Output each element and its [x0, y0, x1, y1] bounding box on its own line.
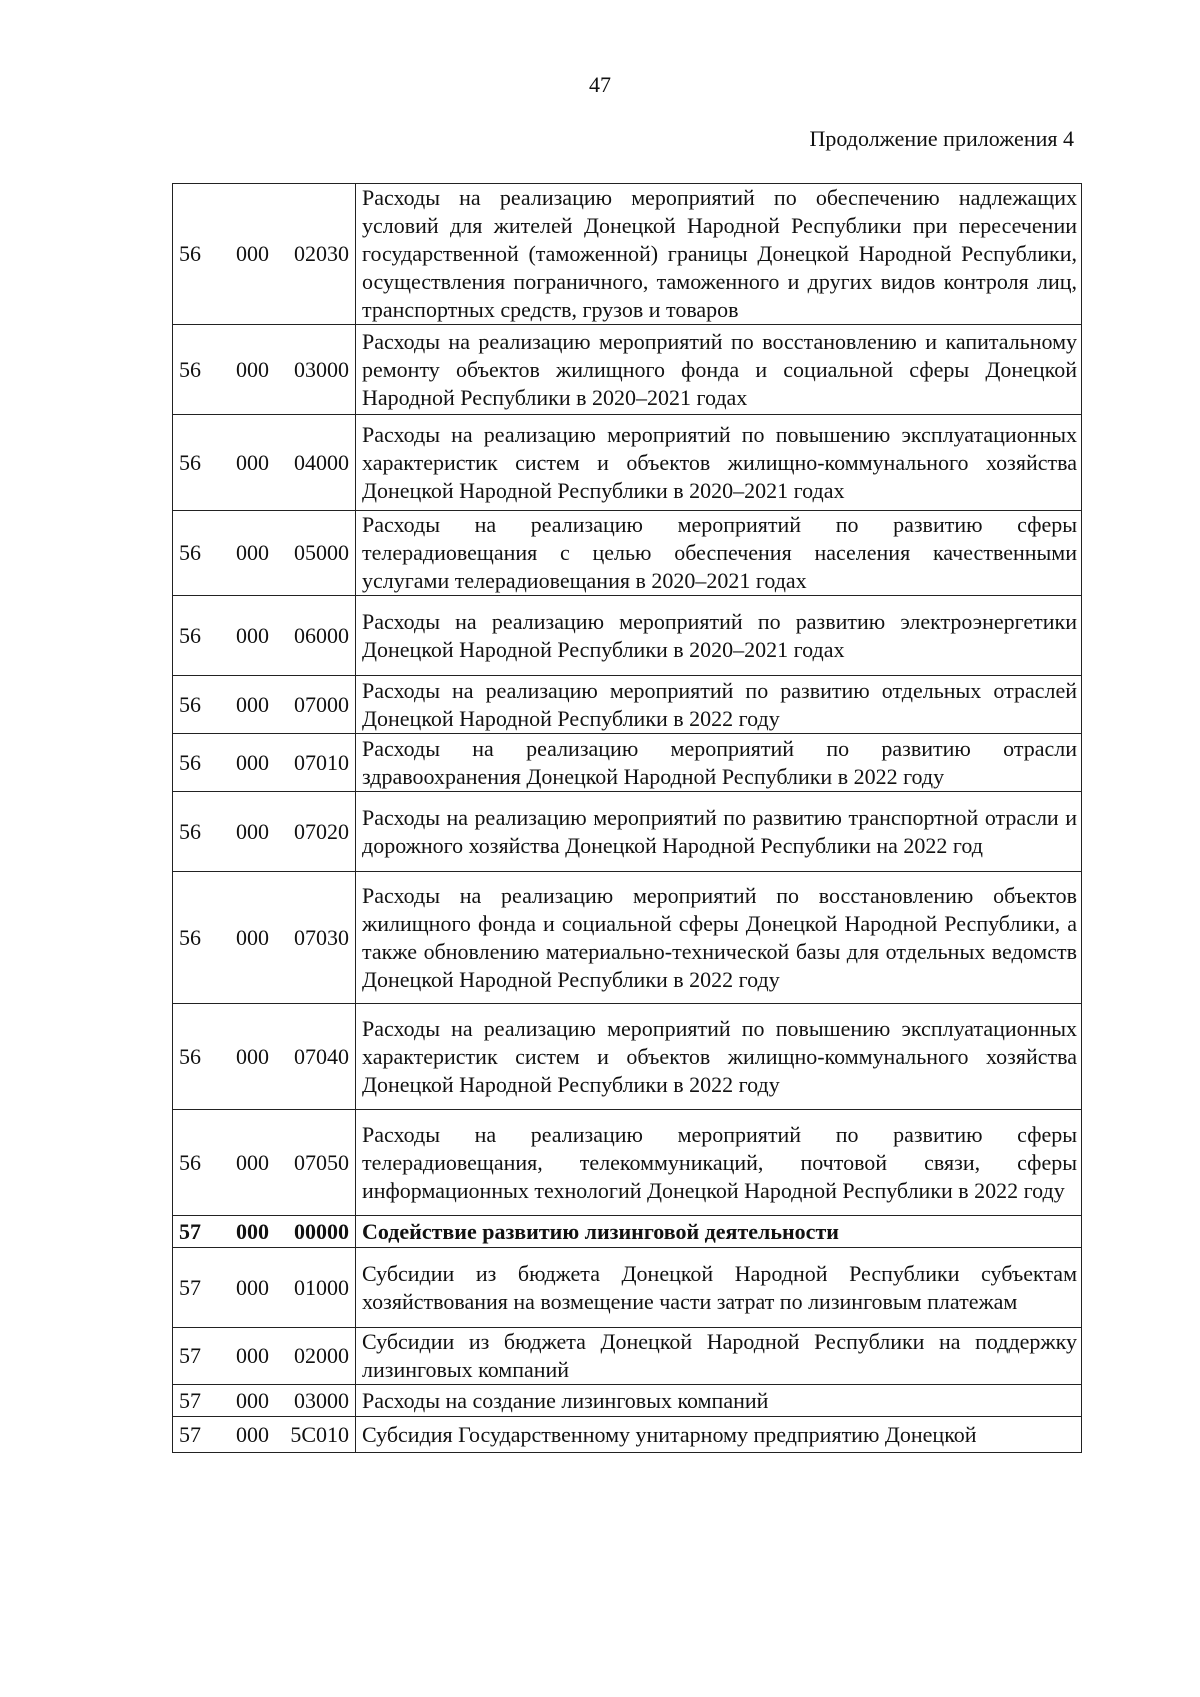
code-cell: [173, 325, 356, 415]
description-cell: Содействие развитию лизинговой деятельности: [356, 1216, 1082, 1248]
code-subsection: 000: [236, 691, 269, 717]
code-item: 02000: [294, 1343, 349, 1368]
code-cell: [173, 1216, 356, 1248]
code-item: 05000: [294, 540, 349, 565]
code-section: 56: [179, 749, 201, 775]
code-subsection: 000: [236, 540, 269, 565]
code-subsection: 000: [236, 356, 269, 382]
code-section: 57: [179, 1274, 201, 1300]
code-cell: [173, 1110, 356, 1216]
code-cell: [173, 1004, 356, 1110]
code-section: 56: [179, 924, 201, 950]
description-cell: Расходы на реализацию мероприятий по развитию отрасли здравоохранения Донецкой Народной Республики в 2022 году: [356, 734, 1082, 792]
code-item: 07000: [294, 691, 349, 717]
code-cell: [173, 596, 356, 676]
code-subsection: 000: [236, 924, 269, 950]
description-cell: Расходы на реализацию мероприятий по восстановлению объектов жилищного фонда и социальной сферы Донецкой Народной Республики, а также обновлению материально-технической базы для отдельных ведомств Донецкой Народной Республики в 2022 году: [356, 872, 1082, 1004]
code-section: 57: [179, 1218, 201, 1244]
table-row: [173, 1216, 1082, 1248]
code-item: 07030: [294, 924, 349, 950]
code-item: 07010: [294, 749, 349, 775]
code-subsection: 000: [236, 1274, 269, 1300]
table-row: [173, 1385, 1082, 1417]
description-cell: Расходы на реализацию мероприятий по восстановлению и капитальному ремонту объектов жилищного фонда и социальной сферы Донецкой Народной Республики в 2020–2021 годах: [356, 325, 1082, 415]
code-item: 07050: [294, 1149, 349, 1175]
code-subsection: 000: [236, 1218, 269, 1244]
code-subsection: 000: [236, 1149, 269, 1175]
description-cell: Расходы на реализацию мероприятий по развитию электроэнергетики Донецкой Народной Республики в 2020–2021 годах: [356, 596, 1082, 676]
code-cell: [173, 1248, 356, 1328]
code-section: 56: [179, 356, 201, 382]
page-number: 47: [589, 72, 611, 97]
table-row: [173, 325, 1082, 415]
appendix-continuation-heading: Продолжение приложения 4: [809, 126, 1074, 151]
code-section: 56: [179, 241, 201, 266]
code-cell: [173, 872, 356, 1004]
table-row: [173, 734, 1082, 792]
description-cell: Расходы на реализацию мероприятий по развитию сферы телерадиовещания, телекоммуникаций, почтовой связи, сферы информационных технологий Донецкой Народной Республики в 2022 году: [356, 1110, 1082, 1216]
code-subsection: 000: [236, 1043, 269, 1069]
code-section: 57: [179, 1387, 201, 1413]
table-row: [173, 1110, 1082, 1216]
code-cell: [173, 1417, 356, 1453]
table-row: [173, 792, 1082, 872]
table-row: [173, 1248, 1082, 1328]
code-section: 56: [179, 1043, 201, 1069]
description-cell: Расходы на реализацию мероприятий по развитию сферы телерадиовещания с целью обеспечения населения качественными услугами телерадиовещания в 2020–2021 годах: [356, 511, 1082, 596]
code-cell: [173, 792, 356, 872]
table-row: [173, 1417, 1082, 1453]
code-item: 07040: [294, 1043, 349, 1069]
code-cell: [173, 1385, 356, 1417]
description-cell: Расходы на реализацию мероприятий по развитию отдельных отраслей Донецкой Народной Республики в 2022 году: [356, 676, 1082, 734]
code-subsection: 000: [236, 449, 269, 475]
code-cell: [173, 734, 356, 792]
description-cell: Расходы на реализацию мероприятий по обеспечению надлежащих условий для жителей Донецкой Народной Республики при пересечении государственной (таможенной) границы Донецкой Народной Республики, осуществления пограничного, таможенного и других видов контроля лиц, транспортных средств, грузов и товаров: [356, 184, 1082, 325]
table-row: [173, 596, 1082, 676]
code-cell: [173, 676, 356, 734]
code-section: 56: [179, 1149, 201, 1175]
code-subsection: 000: [236, 818, 269, 844]
code-section: 56: [179, 818, 201, 844]
code-item: 06000: [294, 622, 349, 648]
code-subsection: 000: [236, 1343, 269, 1368]
code-subsection: 000: [236, 622, 269, 648]
code-section: 56: [179, 449, 201, 475]
code-item: 5С010: [290, 1421, 349, 1447]
table-row: [173, 184, 1082, 325]
description-cell: Расходы на реализацию мероприятий по повышению эксплуатационных характеристик систем и объектов жилищно-коммунального хозяйства Донецкой Народной Республики в 2020–2021 годах: [356, 415, 1082, 511]
table-row: [173, 872, 1082, 1004]
table-row: [173, 1004, 1082, 1110]
code-item: 02030: [294, 241, 349, 266]
description-cell: Субсидия Государственному унитарному предприятию Донецкой: [356, 1417, 1082, 1453]
code-item: 03000: [294, 356, 349, 382]
code-item: 01000: [294, 1274, 349, 1300]
code-section: 57: [179, 1343, 201, 1368]
code-section: 56: [179, 540, 201, 565]
table-row: [173, 676, 1082, 734]
code-subsection: 000: [236, 1387, 269, 1413]
code-item: 00000: [294, 1218, 349, 1244]
code-item: 04000: [294, 449, 349, 475]
code-item: 03000: [294, 1387, 349, 1413]
description-cell: Расходы на реализацию мероприятий по повышению эксплуатационных характеристик систем и объектов жилищно-коммунального хозяйства Донецкой Народной Республики в 2022 году: [356, 1004, 1082, 1110]
description-cell: Субсидии из бюджета Донецкой Народной Республики субъектам хозяйствования на возмещение части затрат по лизинговым платежам: [356, 1248, 1082, 1328]
code-cell: [173, 1328, 356, 1385]
code-subsection: 000: [236, 749, 269, 775]
budget-code-table: [172, 183, 1082, 1453]
code-section: 57: [179, 1421, 201, 1447]
code-item: 07020: [294, 818, 349, 844]
code-subsection: 000: [236, 241, 269, 266]
code-cell: [173, 415, 356, 511]
code-section: 56: [179, 622, 201, 648]
table-row: [173, 1328, 1082, 1385]
code-section: 56: [179, 691, 201, 717]
description-cell: Расходы на создание лизинговых компаний: [356, 1385, 1082, 1417]
description-cell: Субсидии из бюджета Донецкой Народной Республики на поддержку лизинговых компаний: [356, 1328, 1082, 1385]
code-subsection: 000: [236, 1421, 269, 1447]
code-cell: [173, 184, 356, 325]
table-row: [173, 415, 1082, 511]
code-cell: [173, 511, 356, 596]
description-cell: Расходы на реализацию мероприятий по развитию транспортной отрасли и дорожного хозяйства Донецкой Народной Республики на 2022 год: [356, 792, 1082, 872]
table-row: [173, 511, 1082, 596]
